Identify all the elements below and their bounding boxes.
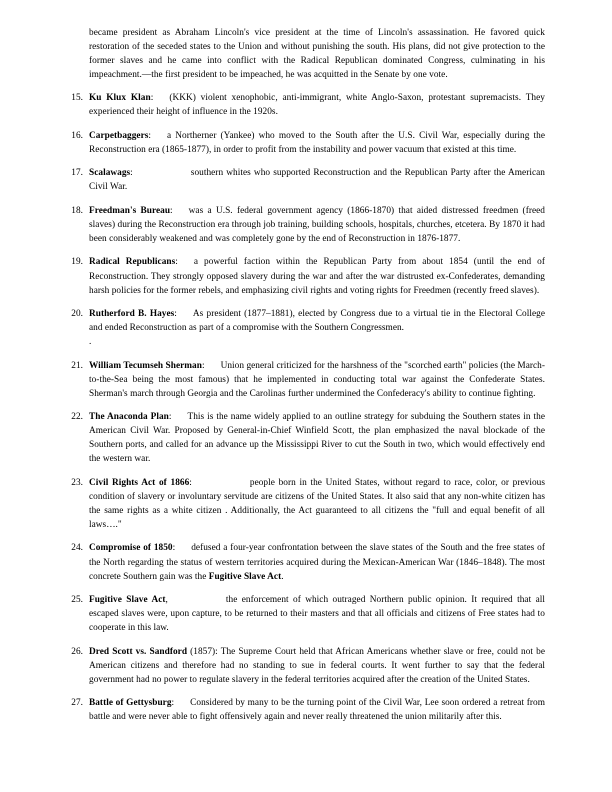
list-item-number: 24. [71, 543, 83, 554]
list-item-number: 17. [71, 168, 83, 179]
term-label: Radical Republicans [89, 257, 176, 268]
term-definition: As president (1877–1881), elected by Congress due to a virtual tie in the Electoral College and ended Reconstruction as part of a compromise with the Southern Congressmen. [89, 308, 545, 334]
term-label: Battle of Gettysburg [89, 698, 172, 709]
term-separator: : [130, 168, 133, 179]
term-separator: : [189, 477, 192, 488]
term-label: Rutherford B. Hayes [89, 308, 175, 319]
term-list-item [57, 255, 545, 297]
term-definition: Considered by many to be the turning point of the Civil War, Lee soon ordered a retreat from battle and were never able to fight offensively again and never really threatened the union militarily after this. [89, 698, 545, 723]
term-definition: a powerful faction within the Republican Party from about 1854 (until the end of Reconstruction. They strongly opposed slavery during the war and after the war distrusted ex-Confederates, demanding harsh policies for the former rebels, and emphasizing civil rights and voting rights for Freedmen (recently freed slaves). [89, 257, 545, 296]
term-list-item [57, 645, 545, 687]
list-item-number: 26. [71, 646, 83, 657]
list-item-number: 18. [71, 205, 83, 216]
numbered-term-list [57, 91, 545, 724]
term-list-item [57, 593, 545, 635]
term-label: Civil Rights Act of 1866 [89, 477, 190, 488]
term-definition: people born in the United States, without regard to race, color, or previous condition of slavery or involuntary servitude are citizens of the United States. It also said that any non-white citizen has the same rights as a white citizen . Additionally, the Act guaranteed to all citizens the "full and equal benefit of all laws…." [89, 477, 545, 531]
definition-emphasis: Fugitive Slave Act [208, 571, 282, 582]
list-item-number: 27. [71, 698, 83, 709]
term-label: Ku Klux Klan [89, 93, 151, 104]
term-list-item [57, 204, 545, 246]
term-separator: , [165, 595, 168, 606]
term-definition: Union general criticized for the harshness of the "scorched earth" policies (the March-to-the-Sea being the most famous) that he implemented in conducting total war against the Confederate States. Sherman's march through Georgia and the Carolinas further undermined the Confederacy's ability to continue fighting. [89, 360, 545, 399]
definition-tail: . [281, 571, 284, 582]
list-item-number: 19. [71, 257, 83, 268]
term-separator: : [168, 412, 172, 423]
term-list-item [57, 696, 545, 724]
term-definition: was a U.S. federal government agency (1866-1870) that aided distressed freedmen (freed slaves) during the Reconstruction era through job training, building schools, hospitals, churches, etcetera. By 1870 it had been considerably weakened and was completely gone by the end of Reconstruction in 1876-1877. [89, 205, 545, 245]
term-label: The Anaconda Plan [89, 412, 169, 423]
term-list-item [57, 476, 545, 532]
term-label: Scalawags [89, 168, 131, 179]
term-definition: (1857): The Supreme Court held that African Americans whether slave or free, could not be American citizens and therefore had no standing to sue in federal courts. It went further to say that the federal government had no power to regulate slavery in the federal territories acquired after the creation of the United States. [89, 646, 545, 685]
term-label: Freedman's Bureau [89, 205, 171, 216]
term-label: William Tecumseh Sherman [89, 360, 202, 371]
term-label: Fugitive Slave Act [89, 595, 166, 606]
term-definition: a Northerner (Yankee) who moved to the South after the U.S. Civil War, especially during the Reconstruction era (1865-1877), in order to profit from the instability and power vacuum that existed at this time. [89, 130, 545, 155]
term-list-item [57, 359, 545, 401]
term-separator: : [201, 360, 205, 371]
term-definition: the enforcement of which outraged Northern public opinion. It required that all escaped slaves were, upon capture, to be returned to their masters and that all officials and citizens of Free states had to cooperate in this law. [89, 595, 545, 634]
term-label: Carpetbaggers [89, 130, 149, 141]
term-separator: : [150, 93, 154, 104]
term-list-item [57, 166, 545, 194]
term-definition: (KKK) violent xenophobic, anti-immigrant, white Anglo-Saxon, protestant supremacists. They experienced their height of influence in the 1920s. [89, 93, 545, 118]
term-list-item [57, 91, 545, 119]
term-definition: southern whites who supported Reconstruction and the Republican Party after the American Civil War. [89, 168, 545, 193]
list-item-number: 23. [71, 477, 83, 488]
term-list-item [57, 307, 545, 349]
list-item-number: 16. [71, 130, 83, 141]
term-label: Compromise of 1850 [89, 543, 173, 554]
term-separator: : [170, 205, 173, 216]
list-item-number: 20. [71, 308, 83, 319]
term-separator: : [148, 130, 152, 141]
term-list-item [57, 541, 545, 583]
list-item-number: 25. [71, 595, 83, 606]
list-item-number: 22. [71, 412, 83, 423]
term-definition: This is the name widely applied to an outline strategy for subduing the Southern states in the American Civil War. Proposed by General-in-Chief Winfield Scott, the plan emphasized the naval blockade of the Southern ports, and called for an advance up the Mississippi River to cut the South in two, which would effectively end the western war. [89, 412, 545, 465]
term-separator: : [172, 543, 176, 554]
term-list-item [57, 129, 545, 157]
term-definition: defused a four-year confrontation between the slave states of the South and the free states of the North regarding the status of western territories acquired during the Mexican-American War (1846–1848). The most concrete Southern gain was the [89, 543, 545, 582]
term-separator: : [175, 257, 178, 268]
intro-paragraph: became president as Abraham Lincoln's vice president at the time of Lincoln's assassination. He favored quick restoration of the seceded states to the Union and without punishing the south. His plans, did not give protection to the former slaves and he came into conflict with the Radical Republican dominated Congress, culminating in his impeachment.—the first president to be impeached, he was acquitted in the Senate by one vote. [89, 28, 545, 81]
term-separator: : [174, 308, 177, 319]
definition-trailing-line: . [89, 337, 92, 348]
term-label: Dred Scott vs. Sandford [89, 646, 188, 657]
term-list-item [57, 410, 545, 466]
list-item-number: 15. [71, 93, 83, 104]
term-separator: : [171, 698, 175, 709]
list-item-number: 21. [71, 360, 83, 371]
